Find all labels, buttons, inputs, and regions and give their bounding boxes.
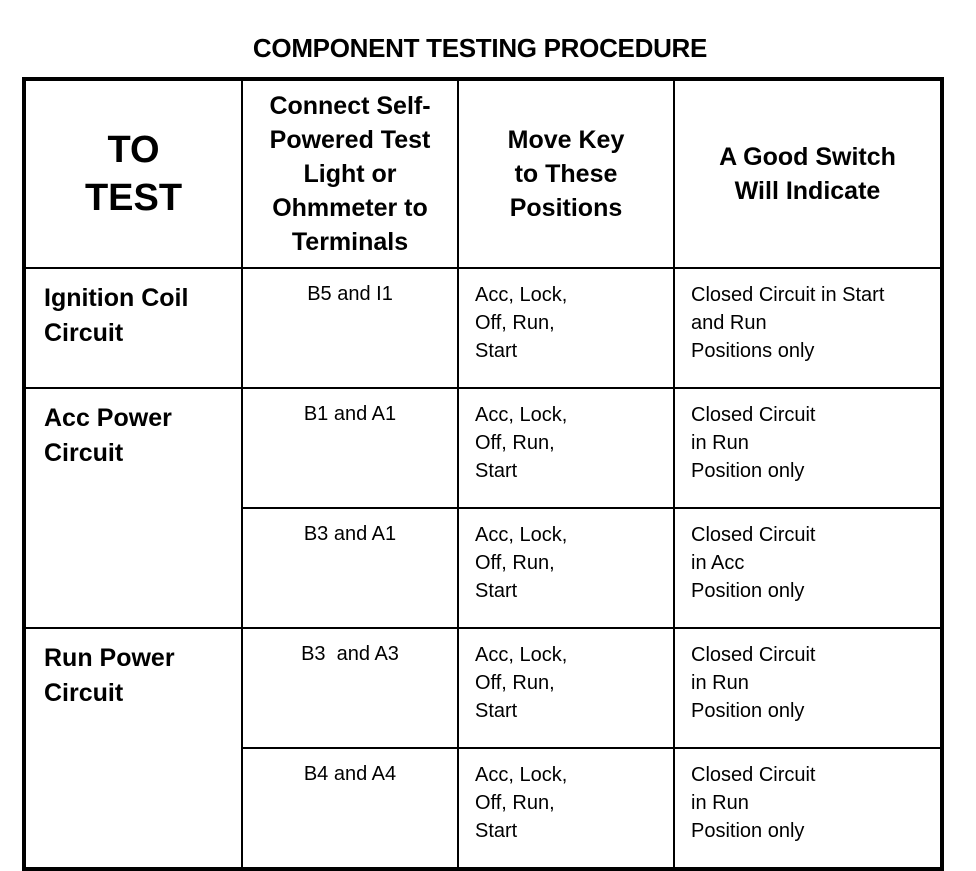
- positions-cell: [458, 628, 674, 748]
- indication-cell: [674, 388, 942, 508]
- position-line: Acc, Lock,: [475, 764, 568, 786]
- header-text-line: Will Indicate: [734, 177, 881, 205]
- indication-line: in Acc: [691, 552, 745, 574]
- positions-cell: [458, 388, 674, 508]
- position-line: Start: [475, 820, 518, 842]
- indication-line: Closed Circuit: [691, 644, 816, 666]
- positions-cell: [458, 508, 674, 628]
- table-row: [24, 268, 942, 388]
- terminals-cell: B5 and I1: [242, 268, 458, 388]
- terminals-cell: B4 and A4: [242, 748, 458, 869]
- to-test-run-power: [24, 628, 242, 869]
- position-line: Off, Run,: [475, 432, 555, 454]
- header-text-line: TEST: [84, 177, 183, 219]
- position-line: Off, Run,: [475, 672, 555, 694]
- header-text-line: TO: [107, 129, 160, 171]
- indication-cell: [674, 268, 942, 388]
- position-line: Acc, Lock,: [475, 404, 568, 426]
- position-line: Off, Run,: [475, 312, 555, 334]
- position-line: Start: [475, 580, 518, 602]
- header-text-line: Powered Test: [269, 126, 431, 154]
- position-line: Start: [475, 340, 518, 362]
- to-test-acc-power: [24, 388, 242, 628]
- indication-line: in Run: [691, 432, 749, 454]
- header-to-test: [24, 79, 242, 268]
- page-title: COMPONENT TESTING PROCEDURE: [252, 33, 708, 63]
- terminals-cell: B3 and A1: [242, 508, 458, 628]
- indication-line: Positions only: [691, 340, 815, 362]
- positions-cell: [458, 268, 674, 388]
- indication-line: Closed Circuit: [691, 404, 816, 426]
- table-row: [24, 628, 942, 748]
- indication-line: Closed Circuit: [691, 524, 816, 546]
- header-good-switch: [674, 79, 942, 268]
- test-name-line: Ignition Coil: [44, 284, 189, 312]
- indication-line: in Run: [691, 792, 749, 814]
- position-line: Acc, Lock,: [475, 284, 568, 306]
- header-row: [24, 79, 942, 268]
- test-name-line: Circuit: [44, 319, 124, 347]
- indication-line: Position only: [691, 580, 805, 602]
- position-line: Off, Run,: [475, 792, 555, 814]
- header-text-line: Positions: [509, 194, 623, 222]
- header-text-line: Light or: [303, 160, 397, 188]
- indication-cell: [674, 748, 942, 869]
- component-testing-table: [22, 77, 944, 871]
- position-line: Acc, Lock,: [475, 524, 568, 546]
- terminals-cell: B1 and A1: [242, 388, 458, 508]
- test-name-line: Run Power: [44, 644, 175, 672]
- indication-line: in Run: [691, 672, 749, 694]
- position-line: Off, Run,: [475, 552, 555, 574]
- header-text-line: Connect Self-: [269, 92, 431, 120]
- indication-cell: [674, 628, 942, 748]
- to-test-ignition-coil: [24, 268, 242, 388]
- test-name-line: Circuit: [44, 679, 124, 707]
- header-text-line: Terminals: [291, 228, 409, 256]
- indication-line: Position only: [691, 460, 805, 482]
- header-move-key: [458, 79, 674, 268]
- positions-cell: [458, 748, 674, 869]
- indication-cell: [674, 508, 942, 628]
- indication-line: Closed Circuit: [691, 764, 816, 786]
- table-row: [24, 388, 942, 508]
- position-line: Start: [475, 700, 518, 722]
- indication-line: Closed Circuit in Start: [691, 284, 885, 306]
- indication-line: Position only: [691, 700, 805, 722]
- position-line: Acc, Lock,: [475, 644, 568, 666]
- test-name-line: Circuit: [44, 439, 124, 467]
- header-text-line: Move Key: [507, 126, 625, 154]
- terminals-cell: B3 and A3: [242, 628, 458, 748]
- header-text-line: Ohmmeter to: [272, 194, 428, 222]
- header-text-line: to These: [514, 160, 618, 188]
- header-connect-terminals: [242, 79, 458, 268]
- position-line: Start: [475, 460, 518, 482]
- indication-line: Position only: [691, 820, 805, 842]
- indication-line: and Run: [691, 312, 767, 334]
- header-text-line: A Good Switch: [719, 143, 896, 171]
- test-name-line: Acc Power: [44, 404, 172, 432]
